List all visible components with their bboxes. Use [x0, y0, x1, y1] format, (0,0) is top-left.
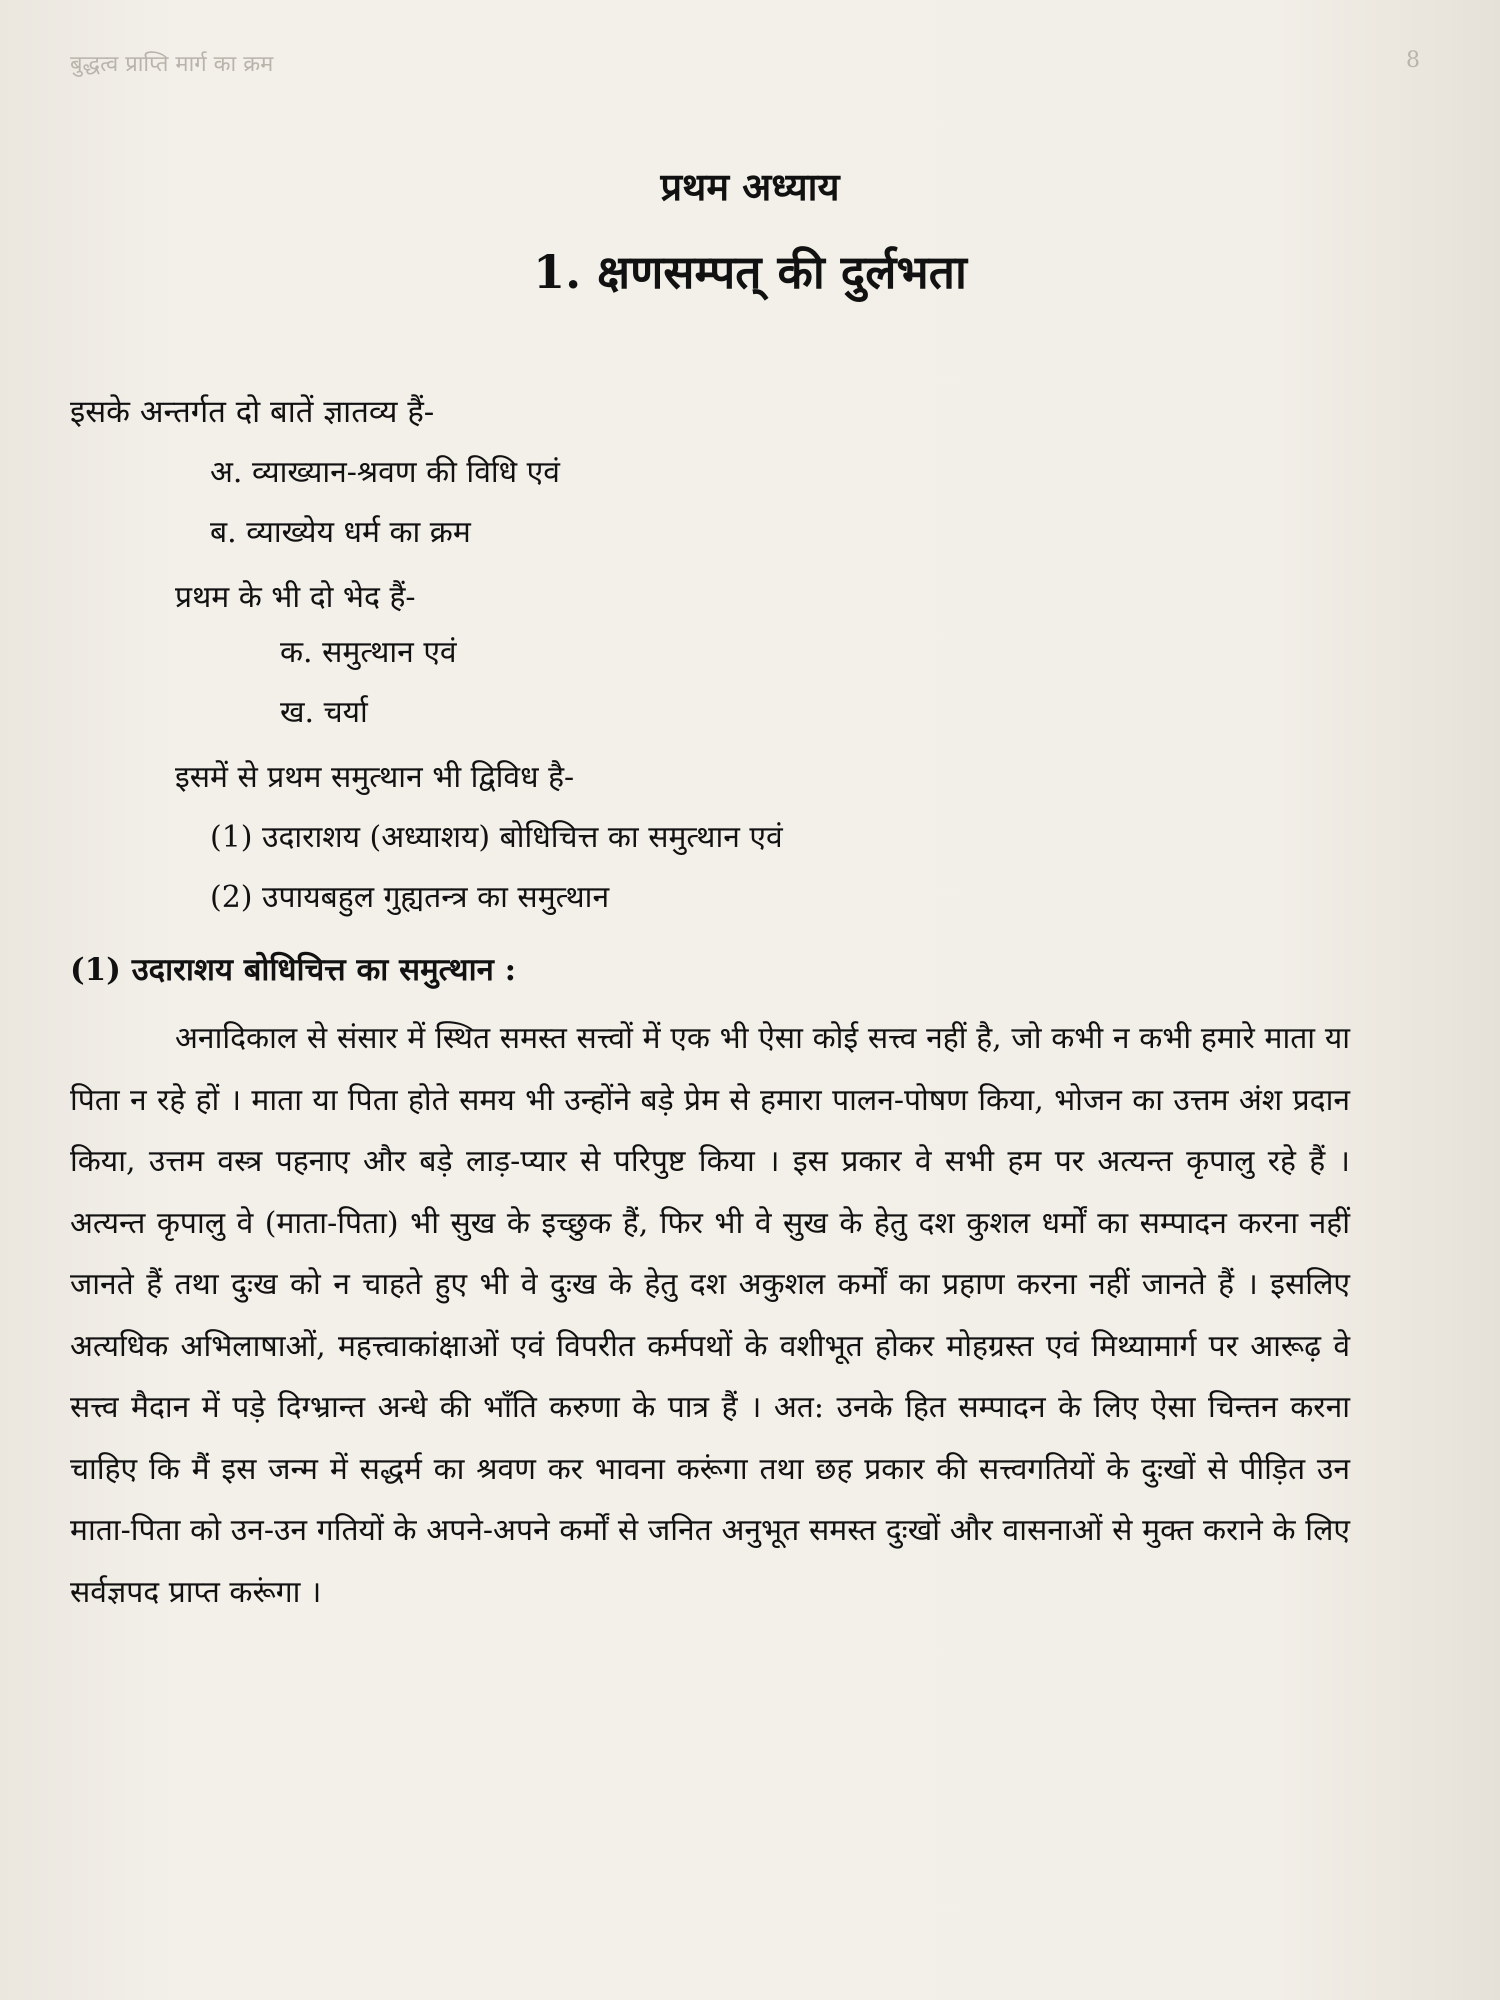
list-item: ख. चर्या [280, 695, 368, 730]
body-paragraph: अनादिकाल से संसार में स्थित समस्त सत्त्वों में एक भी ऐसा कोई सत्त्व नहीं है, जो कभी न कभी हमारे माता या पिता न रहे हों । माता या पिता होते समय भी उन्होंने बड़े प्रेम से हमारा पालन-पोषण किया, भोजन का उत्तम अंश प्रदान किया, उत्तम वस्त्र पहनाए और बड़े लाड़-प्यार से परिपुष्ट किया । इस प्रकार वे सभी हम पर अत्यन्त कृपालु रहे हैं । अत्यन्त कृपालु वे (माता-पिता) भी सुख के इच्छुक हैं, फिर भी वे सुख के हेतु दश कुशल धर्मों का सम्पादन करना नहीं जानते हैं तथा दुःख को न चाहते हुए भी वे दुःख के हेतु दश अकुशल कर्मों का प्रहाण करना नहीं जानते हैं । इसलिए अत्यधिक अभिलाषाओं, महत्त्वाकांक्षाओं एवं विपरीत कर्मपथों के वशीभूत होकर मोहग्रस्त एवं मिथ्यामार्ग पर आरूढ़ वे सत्त्व मैदान में पड़े दिग्भ्रान्त अन्धे की भाँति करुणा के पात्र हैं । अत: उनके हित सम्पादन के लिए ऐसा चिन्तन करना चाहिए कि मैं इस जन्म में सद्धर्म का श्रवण कर भावना करूंगा तथा छह प्रकार की सत्त्वगतियों के दुःखों से पीड़ित उन माता-पिता को उन-उन गतियों के अपने-अपने कर्मों से जनित अनुभूत समस्त दुःखों और वासनाओं से मुक्त कराने के लिए सर्वज्ञपद प्राप्त करूंगा । [70, 1021, 1350, 1610]
page-number: 8 [1406, 48, 1420, 73]
section-title: 1. क्षणसम्पत् की दुर्लभता [533, 245, 967, 299]
running-header [70, 48, 1420, 78]
list-item: इसमें से प्रथम समुत्थान भी द्विविध है- [175, 760, 575, 795]
list-item: प्रथम के भी दो भेद हैं- [175, 580, 416, 615]
list-item: अ. व्याख्यान-श्रवण की विधि एवं [210, 455, 560, 490]
list-item: ब. व्याख्येय धर्म का क्रम [210, 515, 471, 550]
list-item: (2) उपायबहुल गुह्यतन्त्र का समुत्थान [210, 880, 610, 915]
intro-line: इसके अन्तर्गत दो बातें ज्ञातव्य हैं- [70, 394, 435, 430]
chapter-heading: प्रथम अध्याय [660, 164, 840, 209]
list-item: (1) उदाराशय (अध्याशय) बोधिचित्त का समुत्थान एवं [210, 820, 783, 855]
running-head-text: बुद्धत्व प्राप्ति मार्ग का क्रम [70, 52, 274, 77]
list-item: क. समुत्थान एवं [280, 635, 457, 670]
subsection-heading: (1) उदाराशय बोधिचित्त का समुत्थान : [70, 952, 517, 988]
